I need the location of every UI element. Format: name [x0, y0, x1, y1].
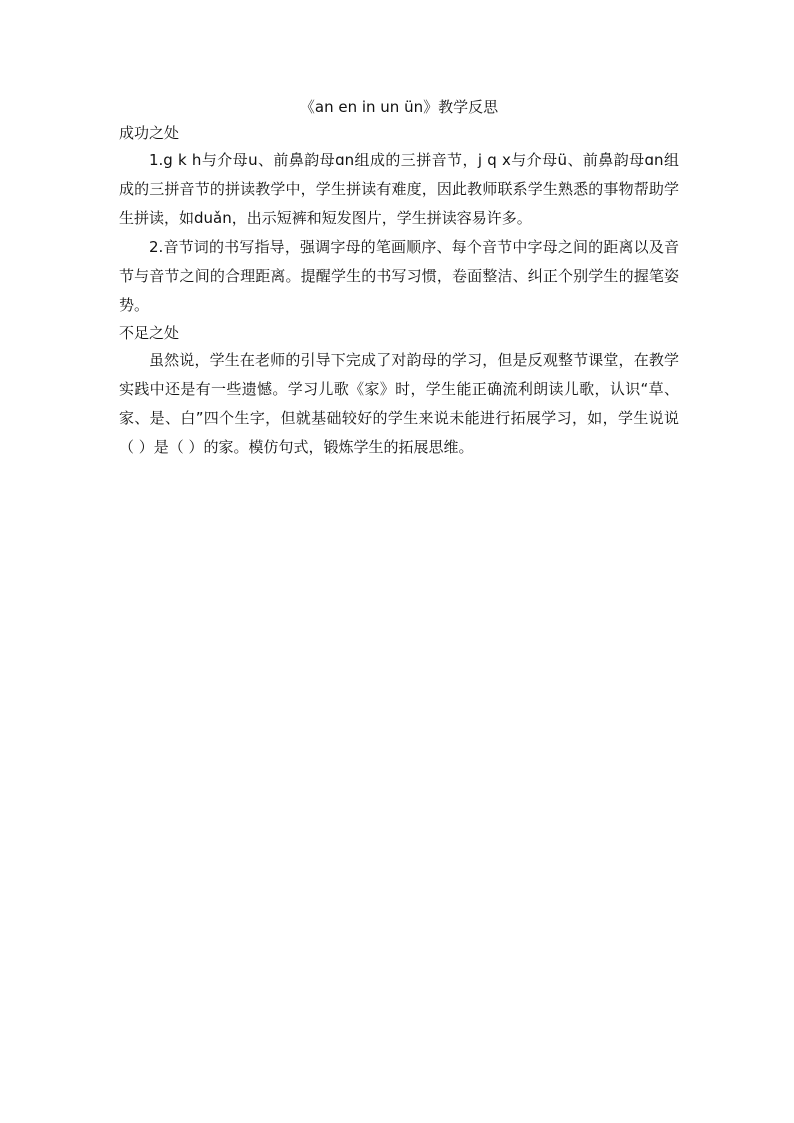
section-heading: 成功之处: [119, 124, 180, 142]
section-shortcomings: [119, 320, 679, 462]
paragraph: 2.音节词的书写指导，强调字母的笔画顺序、每个音节中字母之间的距离以及音节与音节之间的合理距离。提醒学生的书写习惯，卷面整洁、纠正个别学生的握笔姿势。: [119, 238, 679, 314]
paragraph: 虽然说，学生在老师的引导下完成了对韵母的学习，但是反观整节课堂，在教学实践中还是有一些遗憾。学习儿歌《家》时，学生能正确流利朗读儿歌，认识“草、家、是、白”四个生字，但就基础较好的学生来说未能进行拓展学习，如，学生说说（ ）是（ ）的家。模仿句式，锻炼学生的拓展思维。: [119, 351, 679, 456]
document-body: [119, 94, 679, 462]
section-successes: [119, 120, 679, 320]
document-title: 《an en in un ün》教学反思: [299, 98, 499, 116]
paragraph: 1.g k h与介母u、前鼻韵母ɑn组成的三拼音节，j q x与介母ü、前鼻韵母ɑn组成的三拼音节的拼读教学中，学生拼读有难度，因此教师联系学生熟悉的事物帮助学生拼读，如duǎn，出示短裤和短发图片，学生拼读容易许多。: [119, 151, 679, 227]
section-heading: 不足之处: [119, 324, 180, 342]
